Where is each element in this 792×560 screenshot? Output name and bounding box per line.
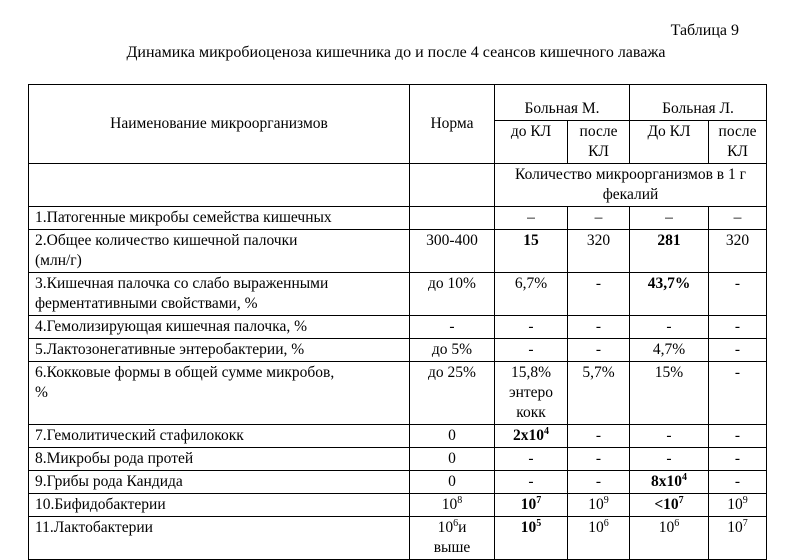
- table-row: [29, 471, 767, 494]
- value-exponent: 4: [682, 471, 687, 483]
- row-l-after: [709, 517, 767, 560]
- row-name-line-1: 3.Кишечная палочка со слабо выраженными: [35, 275, 329, 292]
- header-blank-1: [29, 164, 410, 207]
- row-l-before: -: [630, 316, 709, 339]
- m-before-line-3: кокк: [516, 404, 546, 421]
- row-m-after: -: [568, 448, 630, 471]
- table-row: [29, 425, 767, 448]
- l-before-label: До КЛ: [647, 123, 691, 140]
- table-row: [29, 517, 767, 560]
- value-exponent: 6: [674, 517, 680, 529]
- row-l-before: 15%: [630, 362, 709, 425]
- m-after-label-1: после: [579, 123, 618, 140]
- header-blank-2: [410, 164, 495, 207]
- row-m-after: [568, 517, 630, 560]
- header-name-label: Наименование микроорганизмов: [110, 115, 328, 132]
- row-l-after: -: [709, 273, 767, 316]
- row-m-before: -: [495, 316, 568, 339]
- value-line-2: выше: [433, 539, 471, 556]
- table-row: [29, 273, 767, 316]
- row-l-after: –: [709, 207, 767, 230]
- row-name: 4.Гемолизирующая кишечная палочка, %: [29, 316, 410, 339]
- header-norm-label: Норма: [430, 115, 474, 132]
- value-base: 10: [437, 519, 454, 536]
- header-m-before: [495, 121, 568, 164]
- header-units: [495, 164, 767, 207]
- patient-l-label: Больная Л.: [662, 100, 734, 117]
- row-l-before: –: [630, 207, 709, 230]
- row-m-before: [495, 517, 568, 560]
- row-l-before: [630, 494, 709, 517]
- value-base: <10: [654, 496, 679, 513]
- row-m-before: 6,7%: [495, 273, 568, 316]
- row-name: 9.Грибы рода Кандида: [29, 471, 410, 494]
- row-m-before: [495, 494, 568, 517]
- row-m-after: [568, 494, 630, 517]
- row-m-before: -: [495, 339, 568, 362]
- row-m-after: -: [568, 273, 630, 316]
- value-base: 10: [727, 519, 743, 536]
- value-base: 10: [441, 496, 458, 513]
- row-l-before: -: [630, 448, 709, 471]
- header-norm-col: [410, 85, 495, 164]
- value-base: 10: [588, 496, 604, 513]
- value-exponent: 4: [544, 425, 549, 437]
- value-base: 10: [658, 519, 675, 536]
- row-m-after: 5,7%: [568, 362, 630, 425]
- row-m-after: -: [568, 425, 630, 448]
- row-m-before: -: [495, 471, 568, 494]
- units-label: Количество микроорганизмов в 1 г фекалий: [515, 166, 746, 203]
- table-row: [29, 362, 767, 425]
- table-row: [29, 230, 767, 273]
- value-exponent: 9: [742, 494, 748, 506]
- row-norm: [410, 517, 495, 560]
- header-row-3: [29, 164, 767, 207]
- value-exponent: 9: [603, 494, 609, 506]
- row-l-after: -: [709, 339, 767, 362]
- row-l-before: 43,7%: [630, 273, 709, 316]
- row-name: [29, 362, 410, 425]
- table-row: [29, 207, 767, 230]
- value-exponent: 6: [453, 517, 459, 529]
- table-row: [29, 316, 767, 339]
- microbiocenosis-table: [28, 84, 767, 560]
- header-l-before: [630, 121, 709, 164]
- row-norm: [410, 207, 495, 230]
- m-before-line-1: 15,8%: [510, 364, 552, 381]
- row-name: 7.Гемолитический стафилококк: [29, 425, 410, 448]
- row-l-after: [709, 494, 767, 517]
- header-l-after: [709, 121, 767, 164]
- table-row: [29, 339, 767, 362]
- value-exponent: 5: [536, 517, 542, 529]
- header-name-col: [29, 85, 410, 164]
- header-m-after: [568, 121, 630, 164]
- row-l-after: -: [709, 448, 767, 471]
- row-norm: до 5%: [410, 339, 495, 362]
- row-l-after: -: [709, 316, 767, 339]
- header-row-1: [29, 85, 767, 121]
- row-norm: 0: [410, 425, 495, 448]
- value-base: 10: [588, 519, 604, 536]
- m-before-line-2: энтеро: [508, 384, 554, 401]
- value-exponent: 7: [536, 494, 542, 506]
- value-exponent: 6: [603, 517, 609, 529]
- row-l-after: -: [709, 471, 767, 494]
- row-name-line-2: %: [35, 384, 48, 401]
- value-base: 10: [520, 496, 537, 513]
- row-norm: -: [410, 316, 495, 339]
- row-l-before: -: [630, 425, 709, 448]
- table-number: Таблица 9: [670, 22, 739, 39]
- row-m-before: -: [495, 448, 568, 471]
- row-m-before: [495, 362, 568, 425]
- row-name: 11.Лактобактерии: [29, 517, 410, 560]
- row-l-before: [630, 471, 709, 494]
- l-after-label-2: КЛ: [727, 143, 748, 160]
- value-exponent: 7: [678, 494, 684, 506]
- row-l-before: 4,7%: [630, 339, 709, 362]
- row-name: 10.Бифидобактерии: [29, 494, 410, 517]
- row-m-after: -: [568, 316, 630, 339]
- table-row: [29, 494, 767, 517]
- value-base: 2x10: [513, 427, 544, 444]
- row-norm: [410, 494, 495, 517]
- row-name-line-2: (млн/г): [35, 252, 82, 269]
- row-norm: до 25%: [410, 362, 495, 425]
- row-name: [29, 230, 410, 273]
- l-after-label-1: после: [718, 123, 757, 140]
- row-l-after: -: [709, 425, 767, 448]
- value-exponent: 7: [742, 517, 748, 529]
- value-base: 8x10: [651, 473, 682, 490]
- value-base: 10: [520, 519, 537, 536]
- row-m-before: –: [495, 207, 568, 230]
- row-m-after: 320: [568, 230, 630, 273]
- row-name: [29, 273, 410, 316]
- header-patient-m: [495, 85, 630, 121]
- value-exponent: 8: [457, 494, 463, 506]
- value-suffix: и: [458, 519, 467, 536]
- row-name-line-1: 6.Кокковые формы в общей сумме микробов,: [35, 364, 335, 381]
- row-l-before: 281: [630, 230, 709, 273]
- row-m-after: -: [568, 339, 630, 362]
- row-l-after: 320: [709, 230, 767, 273]
- row-norm: 0: [410, 471, 495, 494]
- row-norm: до 10%: [410, 273, 495, 316]
- row-norm: 300-400: [410, 230, 495, 273]
- row-name-line-2: ферментативными свойствами, %: [35, 295, 258, 312]
- table-row: [29, 448, 767, 471]
- row-name: 1.Патогенные микробы семейства кишечных: [29, 207, 410, 230]
- row-name-line-1: 2.Общее количество кишечной палочки: [35, 232, 298, 249]
- m-before-label: до КЛ: [510, 123, 552, 140]
- row-name: 8.Микробы рода протей: [29, 448, 410, 471]
- row-l-before: [630, 517, 709, 560]
- row-l-after: -: [709, 362, 767, 425]
- row-m-before: [495, 425, 568, 448]
- value-base: 10: [727, 496, 743, 513]
- header-patient-l: [630, 85, 767, 121]
- row-m-before: 15: [495, 230, 568, 273]
- row-m-after: –: [568, 207, 630, 230]
- row-m-after: -: [568, 471, 630, 494]
- patient-m-label: Больная М.: [524, 100, 600, 117]
- row-name: 5.Лактозонегативные энтеробактерии, %: [29, 339, 410, 362]
- row-norm: 0: [410, 448, 495, 471]
- m-after-label-2: КЛ: [588, 143, 609, 160]
- table-title: Динамика микробиоценоза кишечника до и после 4 сеансов кишечного лаважа: [126, 44, 666, 61]
